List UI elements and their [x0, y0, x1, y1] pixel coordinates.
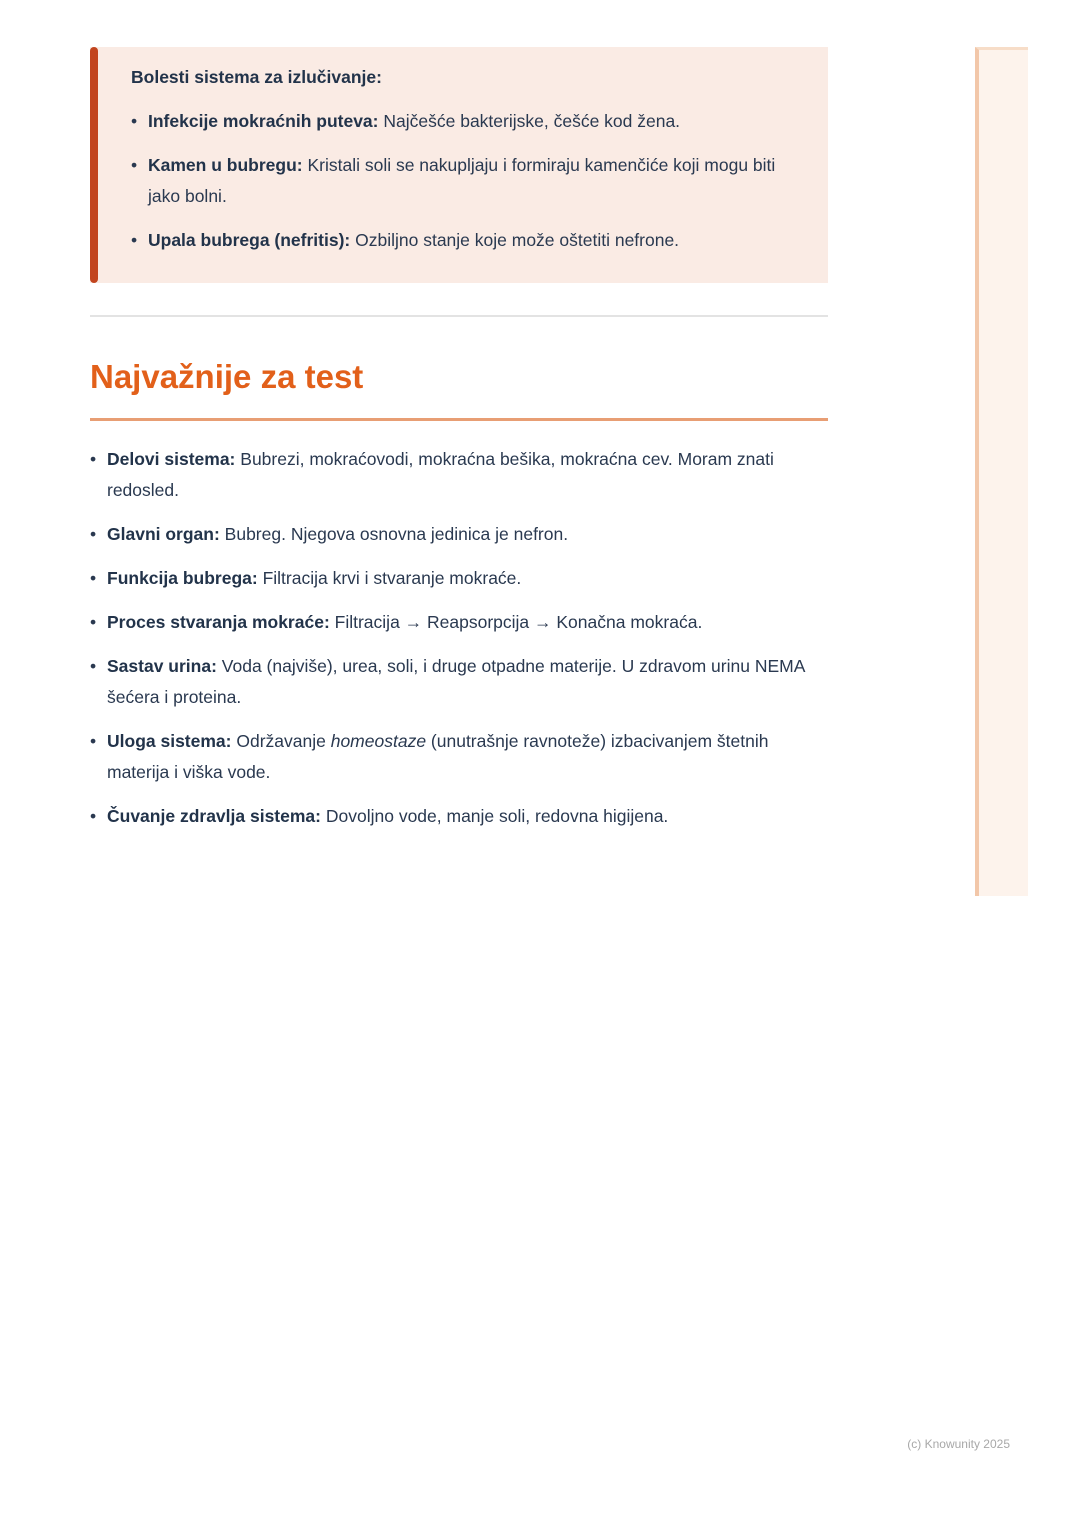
item-label: Uloga sistema: — [107, 731, 232, 751]
side-accent-strip — [975, 47, 1028, 896]
page-title: Najvažnije za test — [90, 358, 364, 395]
bullet-dot: • — [90, 568, 97, 588]
bullet-dot: • — [90, 656, 97, 676]
list-item — [131, 106, 802, 137]
item-label: Sastav urina: — [107, 656, 217, 676]
item-label: Funkcija bubrega: — [107, 568, 258, 588]
list-item — [90, 563, 828, 594]
heading-underline — [90, 418, 828, 421]
summary-list — [90, 444, 828, 832]
item-text: Filtracija krvi i stvaranje mokraće. — [262, 568, 522, 588]
item-label: Infekcije mokraćnih puteva: — [148, 111, 379, 131]
bullet-dot: • — [131, 155, 138, 175]
copyright-notice: (c) Knowunity 2025 — [907, 1437, 1010, 1451]
item-label: Delovi sistema: — [107, 449, 236, 469]
bullet-dot: • — [131, 230, 138, 250]
list-item — [90, 444, 828, 506]
item-text-segment: Održavanje — [236, 731, 331, 751]
item-label: Glavni organ: — [107, 524, 220, 544]
item-label: Kamen u bubregu: — [148, 155, 303, 175]
bullet-dot: • — [131, 111, 138, 131]
list-item — [131, 150, 802, 212]
item-text-italic: homeostaze — [330, 731, 427, 751]
bullet-dot: • — [90, 524, 97, 544]
item-label: Proces stvaranja mokraće: — [107, 612, 330, 632]
item-text: Kristali soli se nakupljaju i formiraju kamenčiće koji mogu biti jako bolni. — [148, 155, 776, 206]
bullet-dot: • — [90, 806, 97, 826]
item-text: Najčešće bakterijske, češće kod žena. — [383, 111, 681, 131]
list-item — [90, 607, 828, 638]
callout-title: Bolesti sistema za izlučivanje: — [131, 67, 382, 87]
item-text: Filtracija → Reapsorpcija → Konačna mokraća. — [334, 612, 703, 632]
item-text: Bubreg. Njegova osnovna jedinica je nefron. — [224, 524, 569, 544]
bullet-dot: • — [90, 731, 97, 751]
list-item — [90, 651, 828, 713]
bullet-dot: • — [90, 449, 97, 469]
list-item — [90, 519, 828, 550]
item-text: Dovoljno vode, manje soli, redovna higijena. — [325, 806, 669, 826]
bullet-dot: • — [90, 612, 97, 632]
section-divider — [90, 315, 828, 317]
item-label: Čuvanje zdravlja sistema: — [107, 806, 321, 826]
list-item — [90, 726, 828, 788]
callout-list — [131, 106, 802, 256]
item-text: Bubrezi, mokraćovodi, mokraćna bešika, mokraćna cev. Moram znati redosled. — [107, 449, 774, 500]
diseases-callout — [90, 47, 828, 283]
list-item — [131, 225, 802, 256]
item-label: Upala bubrega (nefritis): — [148, 230, 351, 250]
item-text: Voda (najviše), urea, soli, i druge otpadne materije. U zdravom urinu NEMA šećera i proteina. — [107, 656, 805, 707]
item-text-segment: (unutrašnje ravnoteže) izbacivanjem štetnih materija i viška vode. — [107, 731, 769, 782]
list-item — [90, 801, 828, 832]
callout-accent-bar — [90, 47, 98, 283]
item-text: Ozbiljno stanje koje može oštetiti nefrone. — [355, 230, 680, 250]
